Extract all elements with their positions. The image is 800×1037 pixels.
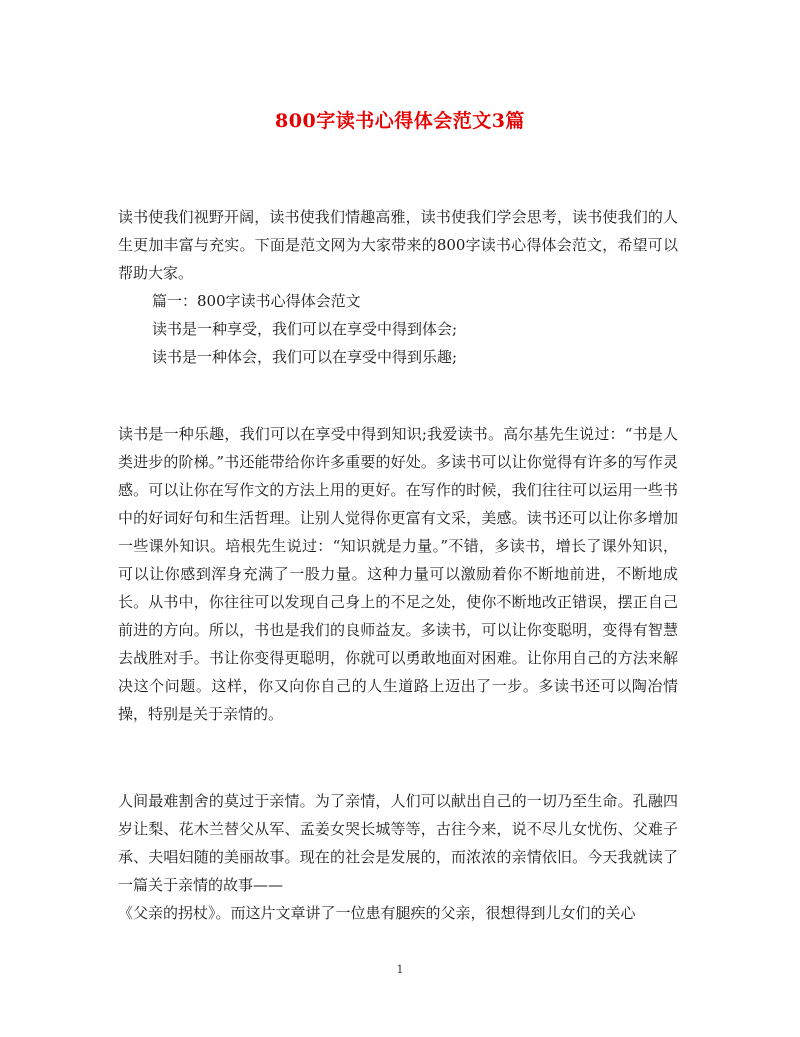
- page-number: 1: [396, 963, 404, 976]
- body-block-2: [118, 420, 678, 728]
- poem-line-1: 读书是一种享受，我们可以在享受中得到体会;: [152, 320, 458, 338]
- body-paragraph-4: 《父亲的拐杖》。而这片文章讲了一位患有腿疾的父亲，很想得到儿女们的关心: [118, 904, 636, 922]
- section-heading: 篇一：800字读书心得体会范文: [152, 292, 361, 310]
- body-paragraph-2: 读书是一种乐趣，我们可以在享受中得到知识;我爱读书。高尔基先生说过：“书是人类进步的阶梯。”书还能带给你许多重要的好处。多读书可以让你觉得有许多的写作灵感。可以让你在写作文的方法上用的更好。在写作的时候，我们往往可以运用一些书中的好词好句和生活哲理。让别人觉得你更富有文采，美感。读书还可以让你多增加一些课外知识。培根先生说过：“知识就是力量。”不错，多读书，增长了课外知识，可以让你感到浑身充满了一股力量。这种力量可以激励着你不断地前进，不断地成长。从书中，你往往可以发现自己身上的不足之处，使你不断地改正错误，摆正自己前进的方向。所以，书也是我们的良师益友。多读书，可以让你变聪明，变得有智慧去战胜对手。书让你变得更聪明，你就可以勇敢地面对困难。让你用自己的方法来解决这个问题。这样，你又向你自己的人生道路上迈出了一步。多读书还可以陶冶情操，特别是关于亲情的。: [118, 425, 678, 723]
- intro-paragraph: 读书使我们视野开阔，读书使我们情趣高雅，读书使我们学会思考，读书使我们的人生更加丰富与充实。下面是范文网为大家带来的800字读书心得体会范文，希望可以帮助大家。: [118, 208, 678, 282]
- body-paragraph-3: 人间最难割舍的莫过于亲情。为了亲情，人们可以献出自己的一切乃至生命。孔融四岁让梨、花木兰替父从军、孟姜女哭长城等等，古往今来，说不尽儿女忧伤、父难子承、夫唱妇随的美丽故事。现在的社会是发展的，而浓浓的亲情依旧。今天我就读了一篇关于亲情的故事——: [118, 792, 678, 894]
- body-block-3: [118, 787, 678, 927]
- intro-block: [118, 203, 678, 371]
- document-title: 800字读书心得体会范文3篇: [275, 110, 525, 132]
- poem-line-2: 读书是一种体会，我们可以在享受中得到乐趣;: [152, 348, 458, 366]
